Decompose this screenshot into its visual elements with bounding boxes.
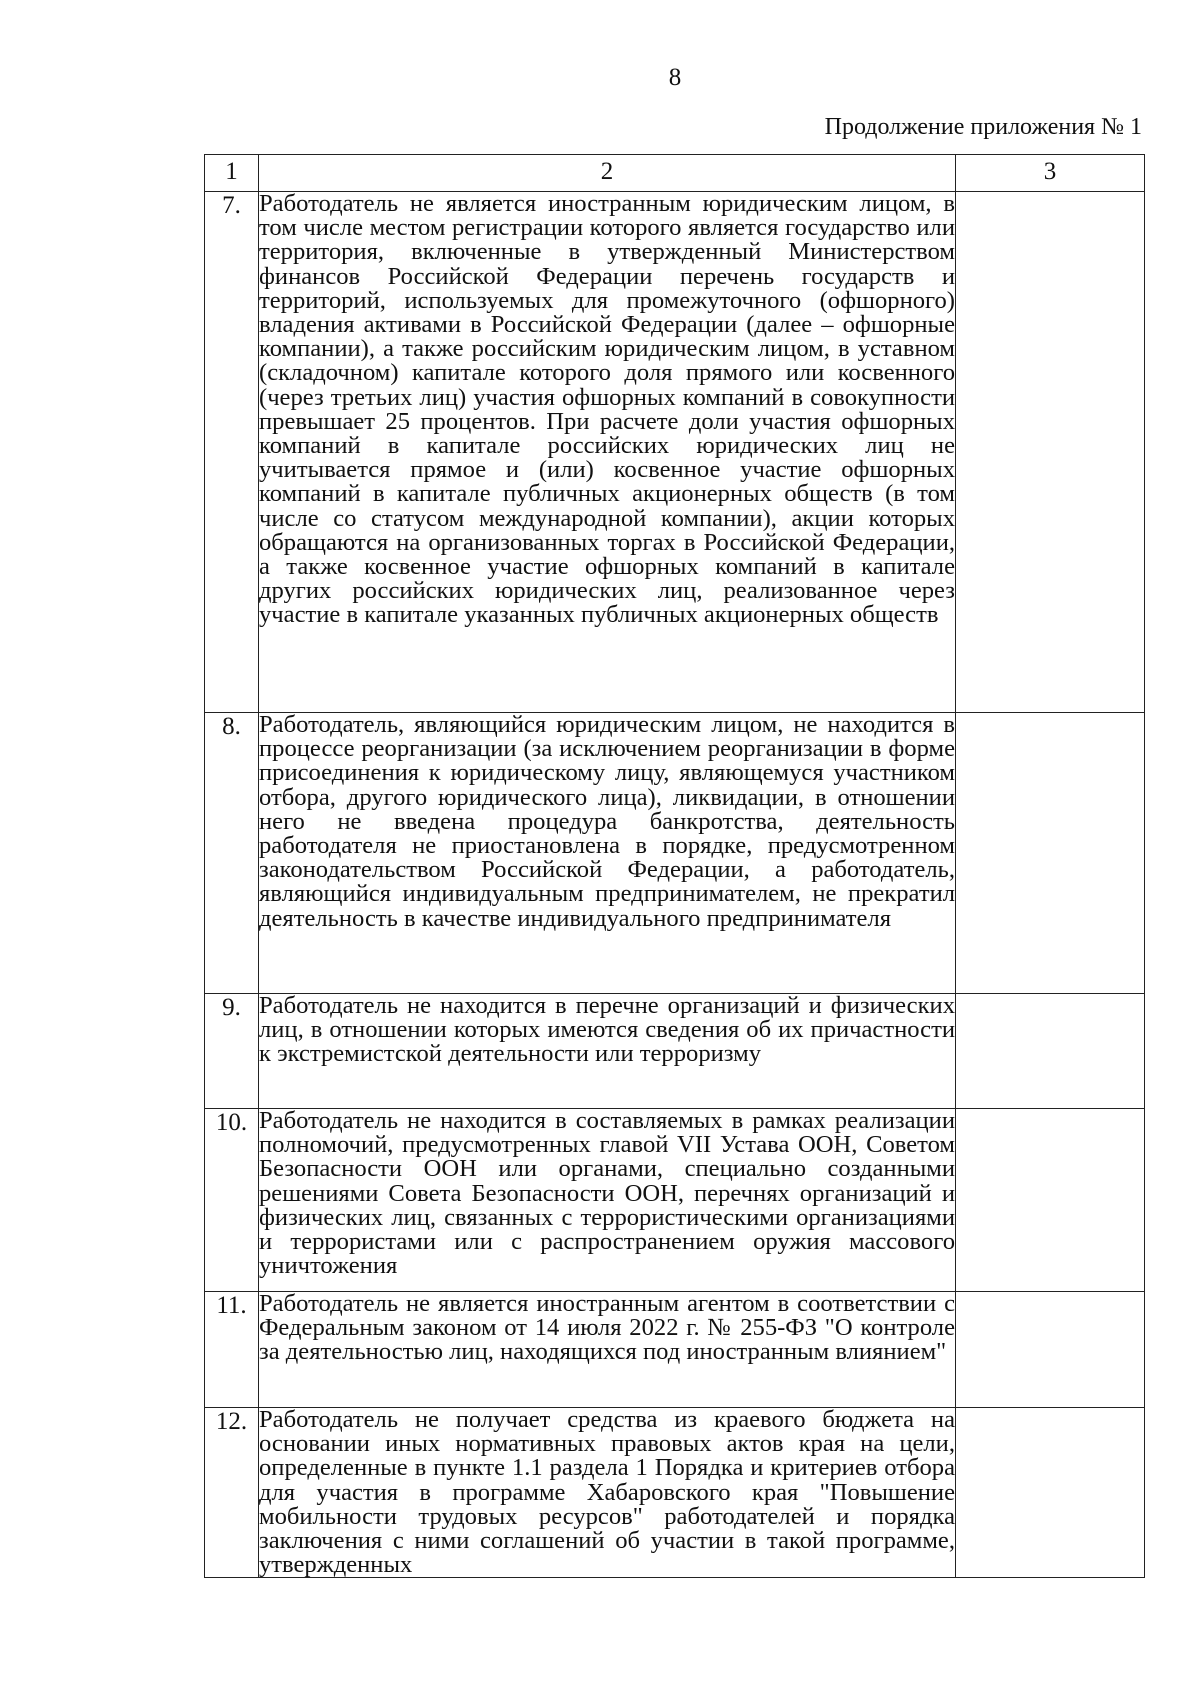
row-number: 11. — [205, 1292, 259, 1408]
table-row — [205, 1292, 1145, 1408]
row-mark-cell — [956, 713, 1145, 994]
row-text: Работодатель не является иностранным агентом в соответствии с Федеральным законом от 14 июля 2022 г. № 255-ФЗ "О контроле за деятельностью лиц, находящихся под иностранным влиянием" — [259, 1292, 956, 1408]
row-text: Работодатель не получает средства из краевого бюджета на основании иных нормативных правовых актов края на цели, определенные в пункте 1.1 раздела 1 Порядка и критериев отбора для участия в программе Хабаровского края "Повышение мобильности трудовых ресурсов" работодателей и порядка заключения с ними соглашений об участии в такой программе, утвержденных — [259, 1406, 955, 1579]
row-text: Работодатель не является иностранным юридическим лицом, в том числе местом регистрации которого является государство или территория, включенные в утвержденный Министерством финансов Российской Федерации перечень государств и территорий, используемых для промежуточного (офшорного) владения активами в Российской Федерации (далее – офшорные компании), а также российским юридическим лицом, в уставном (складочном) капитале которого доля прямого или косвенного (через третьих лиц) участия офшорных компаний в совокупности превышает 25 процентов. При расчете доли участия офшорных компаний в капитале российских юридических лиц не учитывается прямое и (или) косвенное участие офшорных компаний в капитале публичных акционерных обществ (в том числе со статусом международной компании), акции которых обращаются на организованных торгах в Российской Федерации, а также косвенное участие офшорных компаний в капитале других российских юридических лиц, реализованное через участие в капитале указанных публичных акционерных обществ — [259, 192, 956, 713]
row-mark-cell — [956, 994, 1145, 1109]
requirements-table — [204, 154, 1145, 1578]
row-number: 10. — [205, 1109, 259, 1292]
table-row — [205, 994, 1145, 1109]
page-number: 8 — [668, 64, 682, 91]
row-text: Работодатель не находится в перечне организаций и физических лиц, в отношении которых имеются сведения об их причастности к экстремистской деятельности или терроризму — [259, 994, 956, 1109]
row-number: 7. — [205, 192, 259, 713]
header-cell-3: 3 — [956, 155, 1145, 192]
row-mark-cell — [956, 1408, 1145, 1578]
row-number: 12. — [205, 1408, 259, 1578]
table-row — [205, 192, 1145, 713]
table-row — [205, 1109, 1145, 1292]
table-row — [205, 1408, 1145, 1578]
row-mark-cell — [956, 192, 1145, 713]
row-mark-cell — [956, 1109, 1145, 1292]
row-number: 8. — [205, 713, 259, 994]
header-cell-1: 1 — [205, 155, 259, 192]
row-text: Работодатель не находится в составляемых в рамках реализации полномочий, предусмотренных главой VII Устава ООН, Советом Безопасности ООН или органами, специально созданными решениями Совета Безопасности ООН, перечнях организаций и физических лиц, связанных с террористическими организациями и террористами или с распространением оружия массового уничтожения — [259, 1109, 956, 1292]
table-header-row — [205, 155, 1145, 192]
appendix-continuation-note: Продолжение приложения № 1 — [824, 114, 1142, 140]
row-mark-cell — [956, 1292, 1145, 1408]
table-row — [205, 713, 1145, 994]
row-text: Работодатель, являющийся юридическим лицом, не находится в процессе реорганизации (за исключением реорганизации в форме присоединения к юридическому лицу, являющемуся участником отбора, другого юридического лица), ликвидации, в отношении него не введена процедура банкротства, деятельность работодателя не приостановлена в порядке, предусмотренном законодательством Российской Федерации, а работодатель, являющийся индивидуальным предпринимателем, не прекратил деятельность в качестве индивидуального предпринимателя — [259, 713, 956, 994]
header-cell-2: 2 — [259, 155, 956, 192]
row-number: 9. — [205, 994, 259, 1109]
